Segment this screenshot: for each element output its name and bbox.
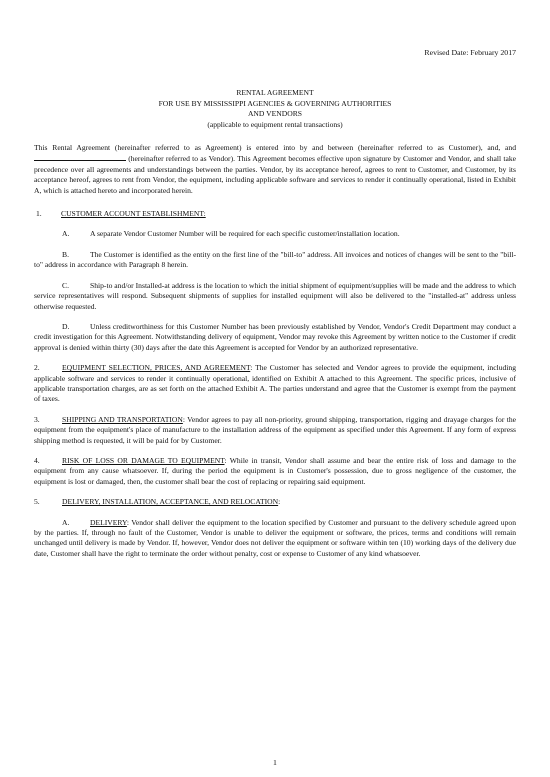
section-number: 3.	[34, 414, 40, 424]
section-number: 5.	[34, 497, 40, 507]
document-title	[34, 88, 516, 130]
subsection-text: A separate Vendor Customer Number will be required for each specific customer/installation location.	[90, 229, 400, 239]
subsection-text: : Vendor shall deliver the equipment to the location specified by Customer and pursuant to the delivery schedule agreed upon by the parties. If, through no fault of the Customer, Vendor is unable to deliver the equipment or software, the prices, terms and conditions will remain unchanged until delivery is made by Vendor. If, however, Vendor does not deliver the equipment or software within ten (10) working days of the delivery due date, Customer shall have the right to terminate the order without penalty, cost or expense to Customer of any kind whatsoever.	[34, 517, 516, 558]
section-2	[34, 363, 516, 405]
section-heading-colon: :	[278, 497, 281, 507]
section-1-heading	[34, 209, 516, 219]
subsection-label: D.	[62, 321, 70, 331]
section-text: : Vendor agrees to pay all non-priority, ground shipping, transportation, rigging and drayage charges for the equipment from the equipment's place of manufacture to the installation address of the equipment as specified under this Agreement. If any form of express shipping method is requested, it will be paid for by Customer.	[34, 414, 516, 445]
section-5-a	[34, 518, 516, 560]
subsection-heading: DELIVERY	[90, 517, 127, 527]
subsection-text: Unless creditworthiness for this Customer Number has been previously established by Vendor, Vendor's Credit Department may conduct a credit investigation for this Agreement. Notwithstanding delivery of equipment, Vendor may revoke this Agreement by written notice to the Customer if credit approval is denied within thirty (30) days after the date this Agreement is accepted for Vendor by an authorized representative.	[34, 321, 516, 352]
subsection-label: B.	[62, 249, 69, 259]
revised-date: Revised Date: February 2017	[424, 48, 516, 57]
subsection-text: Ship-to and/or Installed-at address is the location to which the initial shipment of equipment/supplies will be made and the address to which service representatives will respond. Subsequent shipments of supplies for installed equipment will also be delivered to the "installed-at" address unless otherwise requested.	[34, 280, 516, 311]
section-number: 2.	[34, 363, 40, 373]
title-line-3: AND VENDORS	[247, 109, 303, 119]
section-heading: RISK OF LOSS OR DAMAGE TO EQUIPMENT	[62, 455, 225, 465]
section-text: : While in transit, Vendor shall assume and bear the entire risk of loss and damage to the equipment from any cause whatsoever. If, during the period the equipment is in Customer's possession, due to gross negligence of the customer, the equipment is lost or damaged, then, the customer shall bear the cost of replacing or repairing said equipment.	[34, 455, 517, 486]
section-text: : The Customer has selected and Vendor agrees to provide the equipment, including applicable software and services to render it continually operational, identified on Exhibit A attached to this Agreement. The specific prices, inclusive of applicable transportation charges, are as set forth on the attached Exhibit A. The parties understand and agree that the Customer is exempt from the payment of taxes.	[34, 363, 516, 404]
subsection-label: A.	[62, 517, 70, 527]
section-3	[34, 415, 516, 446]
title-line-4: (applicable to equipment rental transactions)	[207, 119, 343, 129]
section-1-a	[34, 229, 516, 239]
title-line-1: RENTAL AGREEMENT	[236, 88, 314, 98]
intro-part-1: This Rental Agreement (hereinafter referred to as Agreement) is entered into by and between (hereinafter referred to as Customer), and	[34, 143, 499, 153]
vendor-name-blank	[34, 153, 126, 161]
section-1-c	[34, 281, 516, 312]
section-heading: CUSTOMER ACCOUNT ESTABLISHMENT:	[61, 209, 206, 219]
subsection-text: The Customer is identified as the entity on the first line of the "bill-to" address. All invoices and notices of changes will be sent to the "bill-to" address in accordance with Paragraph 8 herein.	[34, 249, 516, 270]
section-1-d	[34, 322, 516, 353]
section-heading: EQUIPMENT SELECTION, PRICES, AND AGREEMENT	[62, 363, 251, 373]
section-number: 4.	[34, 455, 40, 465]
intro-part-2: (hereinafter referred to as Vendor). This Agreement becomes effective upon signature by Customer and Vendor, and shall take precedence over all agreements and understandings between the parties. Vendor, by its acceptance hereof, agrees to rent to Customer, and Customer, by its acceptance hereof, agrees to rent from Vendor, the equipment, including applicable software and services to render it continually operational, listed in Exhibit A, which is attached hereto and incorporated herein.	[34, 154, 517, 195]
subsection-label: C.	[62, 280, 69, 290]
section-5-heading	[34, 497, 516, 507]
section-1-b	[34, 250, 516, 271]
title-line-2: FOR USE BY MISSISSIPPI AGENCIES & GOVERNING AUTHORITIES	[158, 98, 392, 108]
page-number: 1	[273, 758, 277, 767]
section-number: 1.	[36, 209, 42, 219]
section-heading: DELIVERY, INSTALLATION, ACCEPTANCE, AND RELOCATION	[62, 497, 279, 507]
subsection-label: A.	[62, 229, 70, 239]
section-4	[34, 456, 516, 487]
section-heading: SHIPPING AND TRANSPORTATION	[62, 414, 183, 424]
intro-paragraph: This Rental Agreement (hereinafter referred to as Agreement) is entered into by and between (hereinafter referred to as Customer), and, and (hereinafter referred to as Vendor). This Agreement becomes effective upon signature by Customer and Vendor, and shall take precedence over all agreements and understandings between the parties. Vendor, by its acceptance hereof, agrees to rent to Customer, and Customer, by its acceptance hereof, agrees to rent from Vendor, the equipment, including applicable software and services to render it continually operational, listed in Exhibit A, which is attached hereto and incorporated herein.	[34, 143, 517, 195]
